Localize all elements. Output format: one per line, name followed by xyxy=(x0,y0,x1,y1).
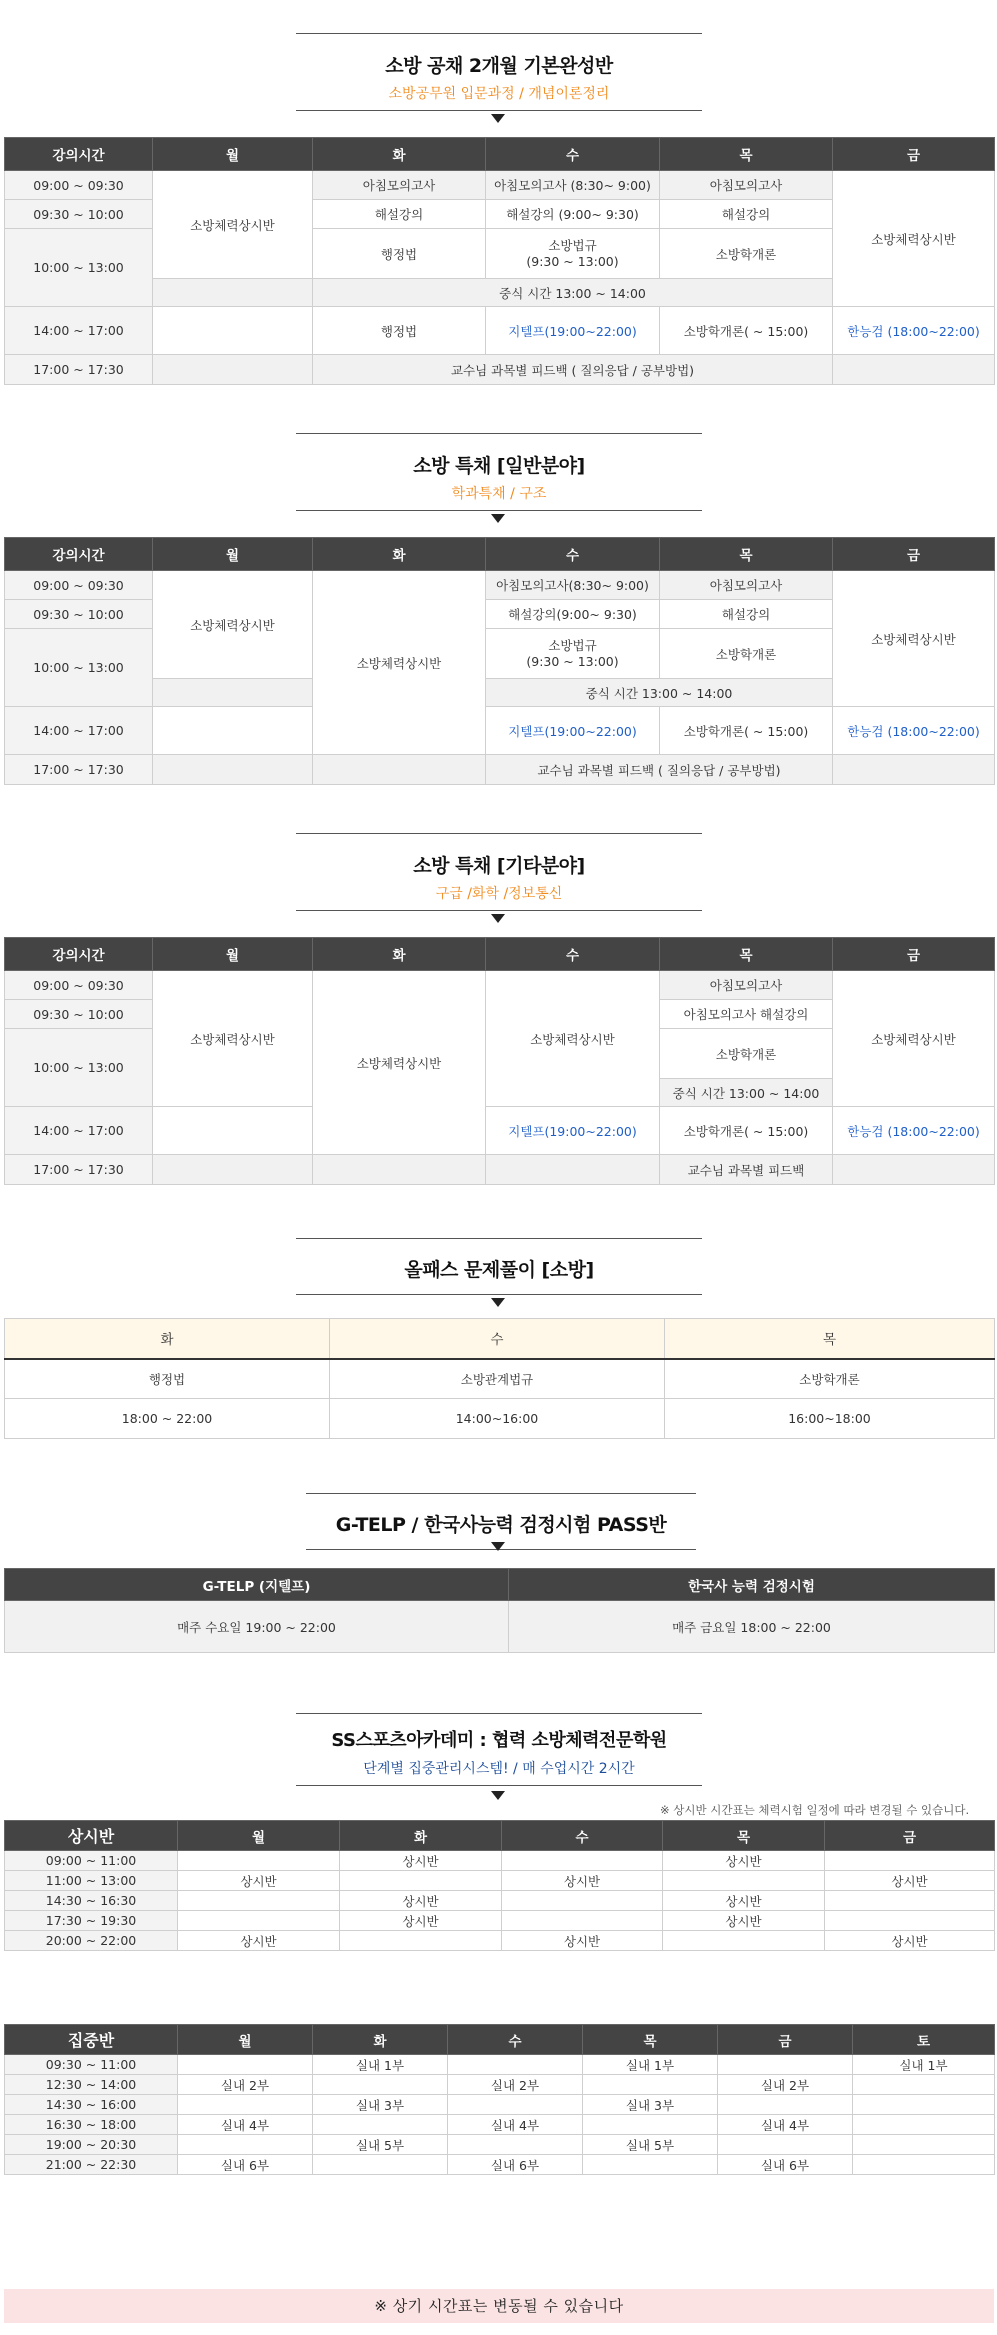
divider xyxy=(296,110,702,111)
table-cell: 실내 5부 xyxy=(583,2135,718,2155)
col-header: 목 xyxy=(660,138,833,171)
table-cell: 소방학개론 xyxy=(660,229,833,279)
col-header: G-TELP (지텔프) xyxy=(5,1569,509,1601)
table-cell xyxy=(825,1851,995,1871)
empty-cell xyxy=(153,279,313,307)
table-cell xyxy=(178,1851,340,1871)
empty-cell xyxy=(153,1155,313,1185)
time-cell: 14:00 ~ 17:00 xyxy=(5,1107,153,1155)
table-cell: 상시반 xyxy=(502,1871,663,1891)
down-arrow-icon xyxy=(491,514,505,523)
col-header: 월 xyxy=(178,1821,340,1851)
empty-cell xyxy=(153,355,313,385)
col-header: 목 xyxy=(660,938,833,971)
table-cell: 매주 수요일 19:00 ~ 22:00 xyxy=(5,1601,509,1653)
table-row xyxy=(5,2055,995,2075)
section5-title: G-TELP / 한국사능력 검정시험 PASS반 xyxy=(335,1514,667,1536)
time-cell: 09:30 ~ 11:00 xyxy=(5,2055,178,2075)
table-row xyxy=(5,2075,995,2095)
time-cell: 10:00 ~ 13:00 xyxy=(5,1029,153,1107)
table-cell: 상시반 xyxy=(502,1931,663,1951)
time-cell: 09:00 ~ 09:30 xyxy=(5,171,153,200)
table-cell: 한능검 (18:00~22:00) xyxy=(833,307,995,355)
section1-subtitle: 소방공무원 입문과정 / 개념이론정리 xyxy=(388,86,610,102)
table-cell: 아침모의고사 (8:30~ 9:00) xyxy=(486,171,660,200)
time-cell: 17:00 ~ 17:30 xyxy=(5,755,153,785)
table-cell: 실내 6부 xyxy=(178,2155,313,2175)
table-cell: 실내 1부 xyxy=(853,2055,995,2075)
time-cell: 16:30 ~ 18:00 xyxy=(5,2115,178,2135)
time-cell: 17:30 ~ 19:30 xyxy=(5,1911,178,1931)
down-arrow-icon xyxy=(491,114,505,123)
feedback-cell: 교수님 과목별 피드백 xyxy=(660,1155,833,1185)
table-cell: 아침모의고사 xyxy=(660,971,833,1000)
table-cell: 상시반 xyxy=(340,1891,502,1911)
empty-cell xyxy=(153,707,313,755)
section3-subtitle: 구급 /화학 /정보통신 xyxy=(435,886,563,902)
table-cell: 실내 4부 xyxy=(718,2115,853,2135)
table-cell: 상시반 xyxy=(178,1931,340,1951)
table-cell: 소방학개론( ~ 15:00) xyxy=(660,307,833,355)
table-cell xyxy=(178,1911,340,1931)
section3-title: 소방 특채 [기타분야] xyxy=(413,855,585,877)
table-cell: 상시반 xyxy=(825,1871,995,1891)
col-header: 화 xyxy=(340,1821,502,1851)
empty-cell xyxy=(153,1107,313,1155)
section2-subtitle: 학과특채 / 구조 xyxy=(451,486,547,502)
table-row xyxy=(5,2155,995,2175)
time-cell: 11:00 ~ 13:00 xyxy=(5,1871,178,1891)
divider xyxy=(296,33,702,34)
subject-cell: 소방관계법규 xyxy=(330,1359,665,1399)
table-cell xyxy=(178,2055,313,2075)
table-row xyxy=(5,1911,995,1931)
empty-cell xyxy=(153,307,313,355)
time-cell: 12:30 ~ 14:00 xyxy=(5,2075,178,2095)
divider xyxy=(296,833,702,834)
divider xyxy=(306,1493,696,1494)
table-cell: 실내 3부 xyxy=(313,2095,448,2115)
table-cell xyxy=(448,2135,583,2155)
table-cell xyxy=(663,1931,825,1951)
table-cell xyxy=(178,2135,313,2155)
time-cell: 09:30 ~ 10:00 xyxy=(5,1000,153,1029)
table-cell: 해설강의(9:00~ 9:30) xyxy=(486,600,660,629)
table-row xyxy=(5,1851,995,1871)
col-header: 강의시간 xyxy=(5,938,153,971)
empty-cell xyxy=(833,355,995,385)
col-header: 금 xyxy=(718,2025,853,2055)
time-cell: 10:00 ~ 13:00 xyxy=(5,229,153,307)
table-cell: 상시반 xyxy=(663,1891,825,1911)
time-cell: 14:30 ~ 16:30 xyxy=(5,1891,178,1911)
table-cell: 소방법규 (9:30 ~ 13:00) xyxy=(486,229,660,279)
table-cell xyxy=(718,2095,853,2115)
table-cell xyxy=(448,2095,583,2115)
table-cell: 지텔프(19:00~22:00) xyxy=(486,707,660,755)
subject-cell: 소방학개론 xyxy=(665,1359,995,1399)
section1-table xyxy=(4,137,995,385)
table-cell: 아침모의고사(8:30~ 9:00) xyxy=(486,571,660,600)
table-row xyxy=(5,1891,995,1911)
time-cell: 09:00 ~ 09:30 xyxy=(5,971,153,1000)
table-row xyxy=(5,1931,995,1951)
empty-cell xyxy=(153,755,313,785)
section1-title: 소방 공채 2개월 기본완성반 xyxy=(385,55,613,77)
table-row xyxy=(5,2115,995,2135)
divider xyxy=(296,1785,702,1786)
divider xyxy=(296,1238,702,1239)
subject-cell: 행정법 xyxy=(5,1359,330,1399)
schedule-note: ※ 상시반 시간표는 체력시험 일정에 따라 변경될 수 있습니다. xyxy=(660,1803,970,1817)
empty-cell xyxy=(313,755,486,785)
col-header: 수 xyxy=(486,938,660,971)
empty-cell xyxy=(486,1155,660,1185)
col-header: 화 xyxy=(313,138,486,171)
time-cell: 09:00 ~ 09:30 xyxy=(5,571,153,600)
divider xyxy=(296,1713,702,1714)
table-cell: 실내 2부 xyxy=(718,2075,853,2095)
time-cell: 19:00 ~ 20:30 xyxy=(5,2135,178,2155)
col-header: 수 xyxy=(486,138,660,171)
table-cell: 실내 4부 xyxy=(448,2115,583,2135)
col-header: 목 xyxy=(583,2025,718,2055)
table-cell xyxy=(853,2115,995,2135)
col-header: 수 xyxy=(486,538,660,571)
tue-cell: 소방체력상시반 xyxy=(313,571,486,755)
col-header: 수 xyxy=(448,2025,583,2055)
table-cell: 한능검 (18:00~22:00) xyxy=(833,1107,995,1155)
table-row xyxy=(5,2135,995,2155)
table-cell: 아침모의고사 xyxy=(660,171,833,200)
section6-title: SS스포츠아카데미 : 협력 소방체력전문학원 xyxy=(331,1730,667,1751)
time-cell: 09:30 ~ 10:00 xyxy=(5,200,153,229)
mon-cell: 소방체력상시반 xyxy=(153,171,313,279)
col-header: 수 xyxy=(502,1821,663,1851)
col-header: 월 xyxy=(153,138,313,171)
col-header: 월 xyxy=(153,538,313,571)
table-cell xyxy=(718,2055,853,2075)
col-header: 금 xyxy=(833,538,995,571)
fri-cell: 소방체력상시반 xyxy=(833,971,995,1107)
fri-cell: 소방체력상시반 xyxy=(833,571,995,707)
lunch-cell: 중식 시간 13:00 ~ 14:00 xyxy=(313,279,833,307)
empty-cell xyxy=(313,1155,486,1185)
table-cell: 지텔프(19:00~22:00) xyxy=(486,1107,660,1155)
col-header: 목 xyxy=(665,1319,995,1359)
table-cell: 실내 6부 xyxy=(448,2155,583,2175)
table-cell: 실내 1부 xyxy=(313,2055,448,2075)
fri-cell: 소방체력상시반 xyxy=(833,171,995,307)
time-cell: 17:00 ~ 17:30 xyxy=(5,355,153,385)
divider xyxy=(296,510,702,511)
mon-cell: 소방체력상시반 xyxy=(153,571,313,679)
table-cell xyxy=(313,2075,448,2095)
table-cell xyxy=(663,1871,825,1891)
col-header: 수 xyxy=(330,1319,665,1359)
table-cell: 매주 금요일 18:00 ~ 22:00 xyxy=(509,1601,995,1653)
table-cell: 지텔프(19:00~22:00) xyxy=(486,307,660,355)
time-cell: 09:00 ~ 11:00 xyxy=(5,1851,178,1871)
table-cell xyxy=(340,1871,502,1891)
col-header: 한국사 능력 검정시험 xyxy=(509,1569,995,1601)
table-cell: 행정법 xyxy=(313,307,486,355)
table-cell xyxy=(340,1931,502,1951)
divider xyxy=(296,1294,702,1295)
intensive-class-table xyxy=(4,2024,995,2175)
table-cell xyxy=(502,1911,663,1931)
table-row xyxy=(5,2095,995,2115)
table-cell xyxy=(178,2095,313,2115)
col-header: 집중반 xyxy=(5,2025,178,2055)
divider xyxy=(296,910,702,911)
table-cell: 소방학개론 xyxy=(660,629,833,679)
col-header: 상시반 xyxy=(5,1821,178,1851)
col-header: 목 xyxy=(660,538,833,571)
table-cell: 실내 5부 xyxy=(313,2135,448,2155)
col-header: 화 xyxy=(313,538,486,571)
col-header: 화 xyxy=(313,938,486,971)
tue-cell: 소방체력상시반 xyxy=(313,971,486,1155)
table-cell: 실내 6부 xyxy=(718,2155,853,2175)
table-cell: 해설강의 xyxy=(660,600,833,629)
table-cell: 해설강의 (9:00~ 9:30) xyxy=(486,200,660,229)
empty-cell xyxy=(833,1155,995,1185)
col-header: 금 xyxy=(833,138,995,171)
down-arrow-icon xyxy=(491,1298,505,1307)
time-cell: 14:00 ~ 17:00 xyxy=(5,707,153,755)
section4-table xyxy=(4,1318,995,1439)
table-cell: 상시반 xyxy=(663,1911,825,1931)
section4-title: 올패스 문제풀이 [소방] xyxy=(404,1259,594,1281)
col-header: 토 xyxy=(853,2025,995,2055)
table-cell: 해설강의 xyxy=(660,200,833,229)
table-cell xyxy=(853,2075,995,2095)
table-cell: 소방학개론( ~ 15:00) xyxy=(660,707,833,755)
feedback-cell: 교수님 과목별 피드백 ( 질의응답 / 공부방법) xyxy=(313,355,833,385)
col-header: 화 xyxy=(313,2025,448,2055)
table-cell: 아침모의고사 해설강의 xyxy=(660,1000,833,1029)
col-header: 목 xyxy=(663,1821,825,1851)
table-cell: 소방학개론( ~ 15:00) xyxy=(660,1107,833,1155)
mon-cell: 소방체력상시반 xyxy=(153,971,313,1107)
empty-cell xyxy=(153,679,313,707)
col-header: 강의시간 xyxy=(5,138,153,171)
time-cell: 21:00 ~ 22:30 xyxy=(5,2155,178,2175)
lunch-cell: 중식 시간 13:00 ~ 14:00 xyxy=(660,1079,833,1107)
table-cell: 상시반 xyxy=(178,1871,340,1891)
table-cell: 상시반 xyxy=(825,1931,995,1951)
table-cell xyxy=(502,1851,663,1871)
table-cell xyxy=(825,1911,995,1931)
lunch-cell: 중식 시간 13:00 ~ 14:00 xyxy=(486,679,833,707)
wed-cell: 소방체력상시반 xyxy=(486,971,660,1107)
table-cell xyxy=(502,1891,663,1911)
table-cell xyxy=(178,1891,340,1911)
divider xyxy=(296,433,702,434)
regular-class-table xyxy=(4,1820,995,1951)
table-cell xyxy=(583,2115,718,2135)
table-cell: 아침모의고사 xyxy=(313,171,486,200)
table-cell: 실내 2부 xyxy=(448,2075,583,2095)
time-cell: 18:00 ~ 22:00 xyxy=(5,1399,330,1439)
col-header: 강의시간 xyxy=(5,538,153,571)
col-header: 월 xyxy=(153,938,313,971)
empty-cell xyxy=(833,755,995,785)
time-cell: 14:00~16:00 xyxy=(330,1399,665,1439)
table-cell: 상시반 xyxy=(340,1851,502,1871)
footer-notice: ※ 상기 시간표는 변동될 수 있습니다 xyxy=(4,2289,994,2323)
table-cell xyxy=(718,2135,853,2155)
table-cell xyxy=(313,2155,448,2175)
time-cell: 10:00 ~ 13:00 xyxy=(5,629,153,707)
section6-subtitle: 단계별 집중관리시스템! / 매 수업시간 2시간 xyxy=(363,1761,635,1777)
table-cell xyxy=(448,2055,583,2075)
table-cell: 실내 1부 xyxy=(583,2055,718,2075)
time-cell: 14:00 ~ 17:00 xyxy=(5,307,153,355)
time-cell: 20:00 ~ 22:00 xyxy=(5,1931,178,1951)
section5-heading xyxy=(306,1493,696,1573)
time-cell: 17:00 ~ 17:30 xyxy=(5,1155,153,1185)
table-cell xyxy=(825,1891,995,1911)
feedback-cell: 교수님 과목별 피드백 ( 질의응답 / 공부방법) xyxy=(486,755,833,785)
table-cell: 실내 4부 xyxy=(178,2115,313,2135)
table-cell: 행정법 xyxy=(313,229,486,279)
section3-table xyxy=(4,937,995,1185)
table-cell: 아침모의고사 xyxy=(660,571,833,600)
col-header: 금 xyxy=(833,938,995,971)
time-cell: 16:00~18:00 xyxy=(665,1399,995,1439)
col-header: 월 xyxy=(178,2025,313,2055)
table-cell: 소방법규 (9:30 ~ 13:00) xyxy=(486,629,660,679)
section2-table xyxy=(4,537,995,785)
col-header: 금 xyxy=(825,1821,995,1851)
down-arrow-icon xyxy=(491,1542,505,1551)
table-cell xyxy=(583,2075,718,2095)
time-cell: 09:30 ~ 10:00 xyxy=(5,600,153,629)
down-arrow-icon xyxy=(491,914,505,923)
table-cell xyxy=(853,2095,995,2115)
table-cell: 실내 3부 xyxy=(583,2095,718,2115)
table-cell xyxy=(583,2155,718,2175)
section2-title: 소방 특채 [일반분야] xyxy=(413,455,585,477)
table-row xyxy=(5,1871,995,1891)
down-arrow-icon xyxy=(491,1791,505,1800)
table-cell xyxy=(313,2115,448,2135)
table-cell: 상시반 xyxy=(663,1851,825,1871)
col-header: 화 xyxy=(5,1319,330,1359)
time-cell: 14:30 ~ 16:00 xyxy=(5,2095,178,2115)
table-cell xyxy=(853,2155,995,2175)
table-cell: 실내 2부 xyxy=(178,2075,313,2095)
table-cell xyxy=(853,2135,995,2155)
table-cell: 상시반 xyxy=(340,1911,502,1931)
table-cell: 한능검 (18:00~22:00) xyxy=(833,707,995,755)
section5-table xyxy=(4,1568,995,1653)
table-cell: 해설강의 xyxy=(313,200,486,229)
table-cell: 소방학개론 xyxy=(660,1029,833,1079)
